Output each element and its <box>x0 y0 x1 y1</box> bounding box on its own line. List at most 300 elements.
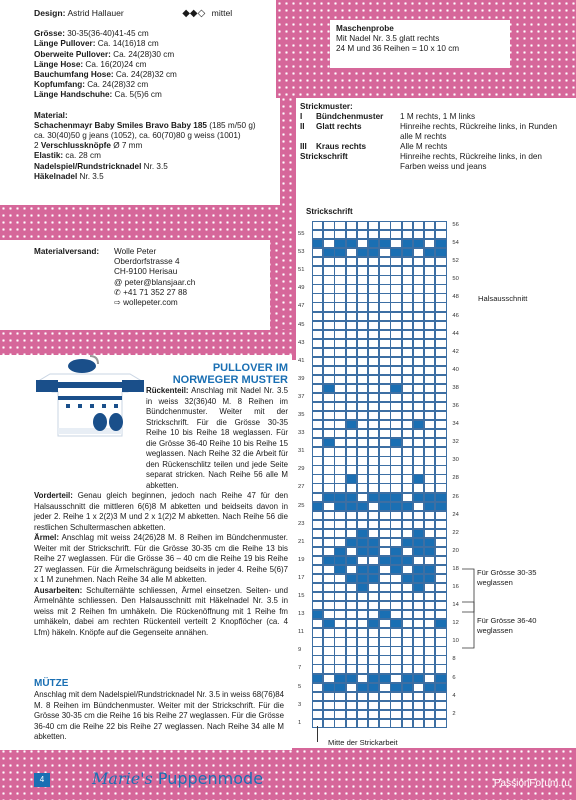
chart-cell <box>368 583 379 592</box>
chart-cell <box>312 474 323 483</box>
chart-cell <box>424 420 435 429</box>
chart-cell <box>413 547 424 556</box>
size-value: Ca. 24(28)30 cm <box>110 49 175 59</box>
chart-cell <box>323 574 334 583</box>
chart-cell <box>390 646 401 655</box>
legend-desc: Hinreihe rechts, Rückreihe links, in den Farben weiss und jeans <box>400 152 542 172</box>
chart-cell <box>402 474 413 483</box>
chart-cell <box>334 438 345 447</box>
chart-cell <box>435 429 446 438</box>
chart-cell <box>334 619 345 628</box>
chart-cell <box>435 674 446 683</box>
chart-cell <box>413 221 424 230</box>
chart-cell <box>424 556 435 565</box>
chart-cell <box>368 321 379 330</box>
chart-cell <box>424 375 435 384</box>
chart-cell <box>424 683 435 692</box>
watermark: PassionForum.ru <box>493 778 570 789</box>
chart-cell <box>424 619 435 628</box>
size-row <box>34 29 270 39</box>
chart-cell <box>368 402 379 411</box>
size-value: Ca. 5(5)6 cm <box>112 90 162 100</box>
chart-cell <box>390 701 401 710</box>
line5-bold: Nadelspiel/Rundstricknadel <box>34 161 142 171</box>
row-number: 8 <box>452 656 456 663</box>
chart-cell <box>379 474 390 483</box>
chart-cell <box>357 601 368 610</box>
chart-cell <box>334 637 345 646</box>
chart-cell <box>402 610 413 619</box>
material-line2: ca. 30(40)50 g jeans (1052), ca. 60(70)80 g weiss (1001) <box>34 131 241 141</box>
size-label: Oberweite Pullover: <box>34 49 111 59</box>
chart-cell <box>312 538 323 547</box>
row-number: 26 <box>452 493 459 500</box>
chart-cell <box>357 302 368 311</box>
chart-cell <box>390 655 401 664</box>
chart-cell <box>357 692 368 701</box>
chart-cell <box>312 293 323 302</box>
chart-cell <box>323 402 334 411</box>
chart-cell <box>334 493 345 502</box>
chart-cell <box>312 302 323 311</box>
chart-cell <box>368 357 379 366</box>
legend-num: II <box>300 122 305 132</box>
chart-cell <box>368 393 379 402</box>
chart-cell <box>424 628 435 637</box>
chart-cell <box>334 456 345 465</box>
chart-cell <box>402 637 413 646</box>
chart-cell <box>390 230 401 239</box>
chart-cell <box>413 393 424 402</box>
chart-cell <box>390 438 401 447</box>
paragraph-text: Schulternähte schliessen, Ärmel einsetzen. Seiten- und Ärmelnähte schliessen. Den Halsausschnitt mit Häkelnadel Nr. 3.5 in weiss mit 2 Reihen fm umhäkeln. Die Rückenöffnung mit 1 Reihe fm umhäkeln, dabei am rechten Rückenteil verteilt 2 Knopflöcher (ca. 4 Lfm) häkeln. Knöpfe auf die Gegenseite annähen. <box>34 585 288 637</box>
chart-cell <box>312 402 323 411</box>
yarn-name: Schachenmayr Baby Smiles Bravo Baby 185 <box>34 120 207 130</box>
chart-cell <box>323 538 334 547</box>
chart-cell <box>424 520 435 529</box>
chart-cell <box>402 275 413 284</box>
chart-cell <box>334 474 345 483</box>
row-number: 52 <box>452 258 459 265</box>
chart-cell <box>390 664 401 673</box>
chart-cell <box>413 438 424 447</box>
chart-cell <box>402 710 413 719</box>
chart-cell <box>368 610 379 619</box>
chart-cell <box>334 393 345 402</box>
chart-cell <box>402 646 413 655</box>
chart-cell <box>435 565 446 574</box>
chart-cell <box>323 674 334 683</box>
chart-cell <box>390 221 401 230</box>
chart-cell <box>323 511 334 520</box>
chart-cell <box>379 312 390 321</box>
row-number: 46 <box>452 312 459 319</box>
legend-name: Bündchenmuster <box>316 112 384 122</box>
chart-cell <box>402 293 413 302</box>
chart-cell <box>368 674 379 683</box>
paragraph-text: Anschlag mit weiss 24(26)28 M. 8 Reihen im Bündchenmuster. Weiter mit der Strickschrift. Für die Grösse 30-35 cm die Reihe 13 bis Reihe 27 weglassen. Für die Grösse 36 – 40 cm die Reihe 19 bis Reihe 27 weglassen. Für die Ärmelschrägung beidseits in jeder 4. Reihe 5(6)7 x 1 M zunehmen. Nach Reihe 34 alle M abketten. <box>34 533 288 584</box>
chart-cell <box>390 511 401 520</box>
size-label: Kopfumfang: <box>34 80 85 90</box>
chart-cell <box>368 465 379 474</box>
chart-cell <box>413 348 424 357</box>
pattern-legend <box>296 98 576 190</box>
paragraph-text: Genau gleich beginnen, jedoch nach Reihe 47 für den Halsausschnitt die mittleren 6(6)8 M abketten und beidseits davon in jeder 2. Reihe 1 x 2(2)3 M und 2 x 1(2)2 M abketten. Nach Reihe 56 die restlichen Schultermaschen abketten. <box>34 491 288 532</box>
row-number: 39 <box>298 375 305 382</box>
design-line <box>34 8 270 19</box>
row-number: 24 <box>452 511 459 518</box>
brand <box>92 769 263 788</box>
chart-cell <box>357 474 368 483</box>
chart-cell <box>424 592 435 601</box>
chart-cell <box>334 646 345 655</box>
chart-cell <box>390 674 401 683</box>
chart-cell <box>379 266 390 275</box>
chart-cell <box>413 664 424 673</box>
chart-cell <box>334 610 345 619</box>
size2-label-b: weglassen <box>477 625 513 635</box>
supplier-label: Materialversand: <box>34 247 100 256</box>
chart-cell <box>390 429 401 438</box>
chart-cell <box>402 583 413 592</box>
chart-cell <box>379 565 390 574</box>
chart-cell <box>346 664 357 673</box>
row-number: 12 <box>452 620 459 627</box>
sizes-list <box>34 29 270 100</box>
chart-cell <box>413 384 424 393</box>
chart-cell <box>368 592 379 601</box>
chart-cell <box>379 646 390 655</box>
chart-cell <box>357 384 368 393</box>
chart-cell <box>357 674 368 683</box>
chart-cell <box>346 511 357 520</box>
chart-cell <box>424 429 435 438</box>
legend-desc: Hinreihe rechts, Rückreihe links, in Runden alle M rechts <box>400 122 558 142</box>
chart-cell <box>312 321 323 330</box>
chart-cell <box>346 438 357 447</box>
size1-note <box>477 568 537 587</box>
chart-cell <box>312 664 323 673</box>
chart-cell <box>413 565 424 574</box>
chart-cell <box>379 411 390 420</box>
chart-cell <box>346 330 357 339</box>
chart-cell <box>402 438 413 447</box>
chart-cell <box>312 556 323 565</box>
chart-cell <box>357 619 368 628</box>
row-number: 4 <box>452 692 456 699</box>
chart-cell <box>413 692 424 701</box>
chart-cell <box>435 701 446 710</box>
row-number: 53 <box>298 249 305 256</box>
chart-cell <box>424 474 435 483</box>
chart-cell <box>346 375 357 384</box>
line6-post: Nr. 3.5 <box>77 171 104 181</box>
chart-cell <box>323 664 334 673</box>
legend-heading: Strickmuster: <box>300 102 353 111</box>
chart-cell <box>435 619 446 628</box>
chart-cell <box>413 330 424 339</box>
chart-cell <box>413 493 424 502</box>
chart-cell <box>312 592 323 601</box>
chart-cell <box>334 692 345 701</box>
chart-cell <box>413 456 424 465</box>
chart-cell <box>413 655 424 664</box>
chart-cell <box>424 438 435 447</box>
chart-cell <box>334 230 345 239</box>
chart-cell <box>402 357 413 366</box>
row-number: 9 <box>298 647 302 654</box>
chart-cell <box>357 447 368 456</box>
chart-cell <box>368 619 379 628</box>
chart-cell <box>379 655 390 664</box>
chart-cell <box>357 701 368 710</box>
chart-cell <box>323 646 334 655</box>
chart-cell <box>368 339 379 348</box>
chart-cell <box>390 610 401 619</box>
chart-cell <box>379 511 390 520</box>
chart-cell <box>413 483 424 492</box>
chart-cell <box>368 538 379 547</box>
chart-cell <box>346 637 357 646</box>
chart-cell <box>390 384 401 393</box>
chart-cell <box>368 655 379 664</box>
chart-cell <box>368 547 379 556</box>
chart-cell <box>368 221 379 230</box>
chart-title: Strickschrift <box>306 207 353 216</box>
legend-item <box>300 112 572 122</box>
chart-cell <box>312 574 323 583</box>
chart-cell <box>413 366 424 375</box>
page-number: 4 <box>34 773 50 787</box>
chart-cell <box>424 239 435 248</box>
chart-cell <box>334 583 345 592</box>
chart-cell <box>379 692 390 701</box>
chart-cell <box>413 302 424 311</box>
row-number: 29 <box>298 466 305 473</box>
pullover-body <box>34 386 288 638</box>
chart-cell <box>346 529 357 538</box>
chart-cell <box>368 574 379 583</box>
supplier-line: ✆ +41 71 352 27 88 <box>114 287 188 297</box>
chart-cell <box>334 483 345 492</box>
chart-cell <box>346 619 357 628</box>
legend-item <box>300 142 572 152</box>
chart-cell <box>334 257 345 266</box>
chart-cell <box>435 637 446 646</box>
size-value: Ca. 24(28)32 cm <box>84 80 149 90</box>
row-number: 32 <box>452 439 459 446</box>
chart-cell <box>424 646 435 655</box>
chart-cell <box>346 257 357 266</box>
chart-cell <box>346 483 357 492</box>
chart-cell <box>357 529 368 538</box>
chart-cell <box>424 402 435 411</box>
chart-cell <box>346 710 357 719</box>
chart-cell <box>435 529 446 538</box>
chart-cell <box>390 619 401 628</box>
chart-cell <box>346 655 357 664</box>
paragraph-heading: Ausarbeiten: <box>34 585 83 595</box>
supplier-line: Wolle Peter <box>114 247 157 256</box>
chart-cell <box>379 529 390 538</box>
chart-cell <box>424 266 435 275</box>
chart-cell <box>379 610 390 619</box>
chart-cell <box>435 710 446 719</box>
chart-cell <box>390 330 401 339</box>
chart-cell <box>379 601 390 610</box>
line5-post: Nr. 3.5 <box>141 161 168 171</box>
row-number: 21 <box>298 538 305 545</box>
chart-cell <box>402 330 413 339</box>
pullover-title <box>170 362 288 386</box>
chart-cell <box>334 420 345 429</box>
chart-cell <box>379 483 390 492</box>
row-number: 49 <box>298 285 305 292</box>
chart-cell <box>346 402 357 411</box>
chart-cell <box>424 230 435 239</box>
row-number: 30 <box>452 457 459 464</box>
chart-cell <box>435 655 446 664</box>
chart-cell <box>390 529 401 538</box>
chart-cell <box>357 493 368 502</box>
chart-cell <box>424 565 435 574</box>
chart-cell <box>379 520 390 529</box>
chart-cell <box>357 465 368 474</box>
chart-cell <box>323 266 334 275</box>
center-label: Mitte der Strickarbeit <box>328 738 398 747</box>
chart-cell <box>323 411 334 420</box>
chart-cell <box>379 447 390 456</box>
chart-cell <box>435 520 446 529</box>
pullover-paragraph <box>34 533 288 586</box>
chart-cell <box>379 637 390 646</box>
chart-cell <box>435 266 446 275</box>
chart-cell <box>413 257 424 266</box>
chart-cell <box>312 357 323 366</box>
chart-cell <box>312 646 323 655</box>
chart-cell <box>390 411 401 420</box>
chart-cell <box>413 502 424 511</box>
chart-cell <box>334 520 345 529</box>
chart-cell <box>413 610 424 619</box>
chart-cell <box>357 221 368 230</box>
chart-cell <box>413 592 424 601</box>
chart-cell <box>379 674 390 683</box>
row-number: 37 <box>298 393 305 400</box>
chart-cell <box>390 719 401 728</box>
row-number: 35 <box>298 412 305 419</box>
chart-cell <box>413 284 424 293</box>
chart-cell <box>402 266 413 275</box>
chart-cell <box>346 474 357 483</box>
chart-cell <box>413 674 424 683</box>
paragraph-heading: Ärmel: <box>34 533 59 542</box>
chart-cell <box>435 366 446 375</box>
chart-cell <box>435 465 446 474</box>
chart-cell <box>435 493 446 502</box>
chart-cell <box>346 348 357 357</box>
chart-cell <box>390 574 401 583</box>
chart-cell <box>334 447 345 456</box>
chart-cell <box>402 556 413 565</box>
chart-cell <box>413 321 424 330</box>
chart-cell <box>323 701 334 710</box>
supplier-line: CH-9100 Herisau <box>114 267 178 277</box>
chart-cell <box>346 384 357 393</box>
chart-cell <box>357 547 368 556</box>
chart-cell <box>368 230 379 239</box>
chart-cell <box>334 402 345 411</box>
chart-cell <box>368 520 379 529</box>
row-number: 41 <box>298 357 305 364</box>
row-number: 6 <box>452 674 456 681</box>
chart-cell <box>346 447 357 456</box>
chart-cell <box>413 619 424 628</box>
chart-cell <box>402 574 413 583</box>
row-number: 45 <box>298 321 305 328</box>
chart-cell <box>424 384 435 393</box>
chart-cell <box>357 239 368 248</box>
chart-cell <box>424 330 435 339</box>
chart-cell <box>424 393 435 402</box>
chart-cell <box>357 248 368 257</box>
line3-pre: 2 <box>34 141 41 151</box>
chart-cell <box>413 275 424 284</box>
chart-cell <box>402 384 413 393</box>
chart-cell <box>312 456 323 465</box>
chart-cell <box>424 538 435 547</box>
chart-cell <box>368 384 379 393</box>
chart-cell <box>346 719 357 728</box>
chart-cell <box>312 493 323 502</box>
chart-cell <box>334 266 345 275</box>
chart-cell <box>390 493 401 502</box>
chart-cell <box>435 330 446 339</box>
chart-cell <box>346 592 357 601</box>
chart-cell <box>379 402 390 411</box>
chart-cell <box>413 293 424 302</box>
gauge-line1: Mit Nadel Nr. 3.5 glatt rechts <box>336 34 440 44</box>
chart-cell <box>334 348 345 357</box>
chart-cell <box>334 511 345 520</box>
chart-cell <box>312 330 323 339</box>
chart-cell <box>323 556 334 565</box>
size-value: Ca. 14(16)18 cm <box>95 39 159 49</box>
chart-cell <box>312 601 323 610</box>
chart-cell <box>368 248 379 257</box>
chart-cell <box>379 547 390 556</box>
chart-cell <box>312 393 323 402</box>
material-line3 <box>34 141 270 151</box>
chart-cell <box>334 628 345 637</box>
line3-post: Ø 7 mm <box>110 141 143 151</box>
chart-cell <box>413 646 424 655</box>
chart-cell <box>402 239 413 248</box>
chart-cell <box>435 556 446 565</box>
chart-cell <box>323 348 334 357</box>
chart-cell <box>357 275 368 284</box>
chart-cell <box>424 339 435 348</box>
chart-cell <box>312 565 323 574</box>
chart-cell <box>323 239 334 248</box>
chart-cell <box>435 275 446 284</box>
chart-cell <box>379 321 390 330</box>
chart-cell <box>402 393 413 402</box>
chart-cell <box>357 339 368 348</box>
footer <box>0 764 576 800</box>
chart-cell <box>435 601 446 610</box>
chart-cell <box>379 366 390 375</box>
